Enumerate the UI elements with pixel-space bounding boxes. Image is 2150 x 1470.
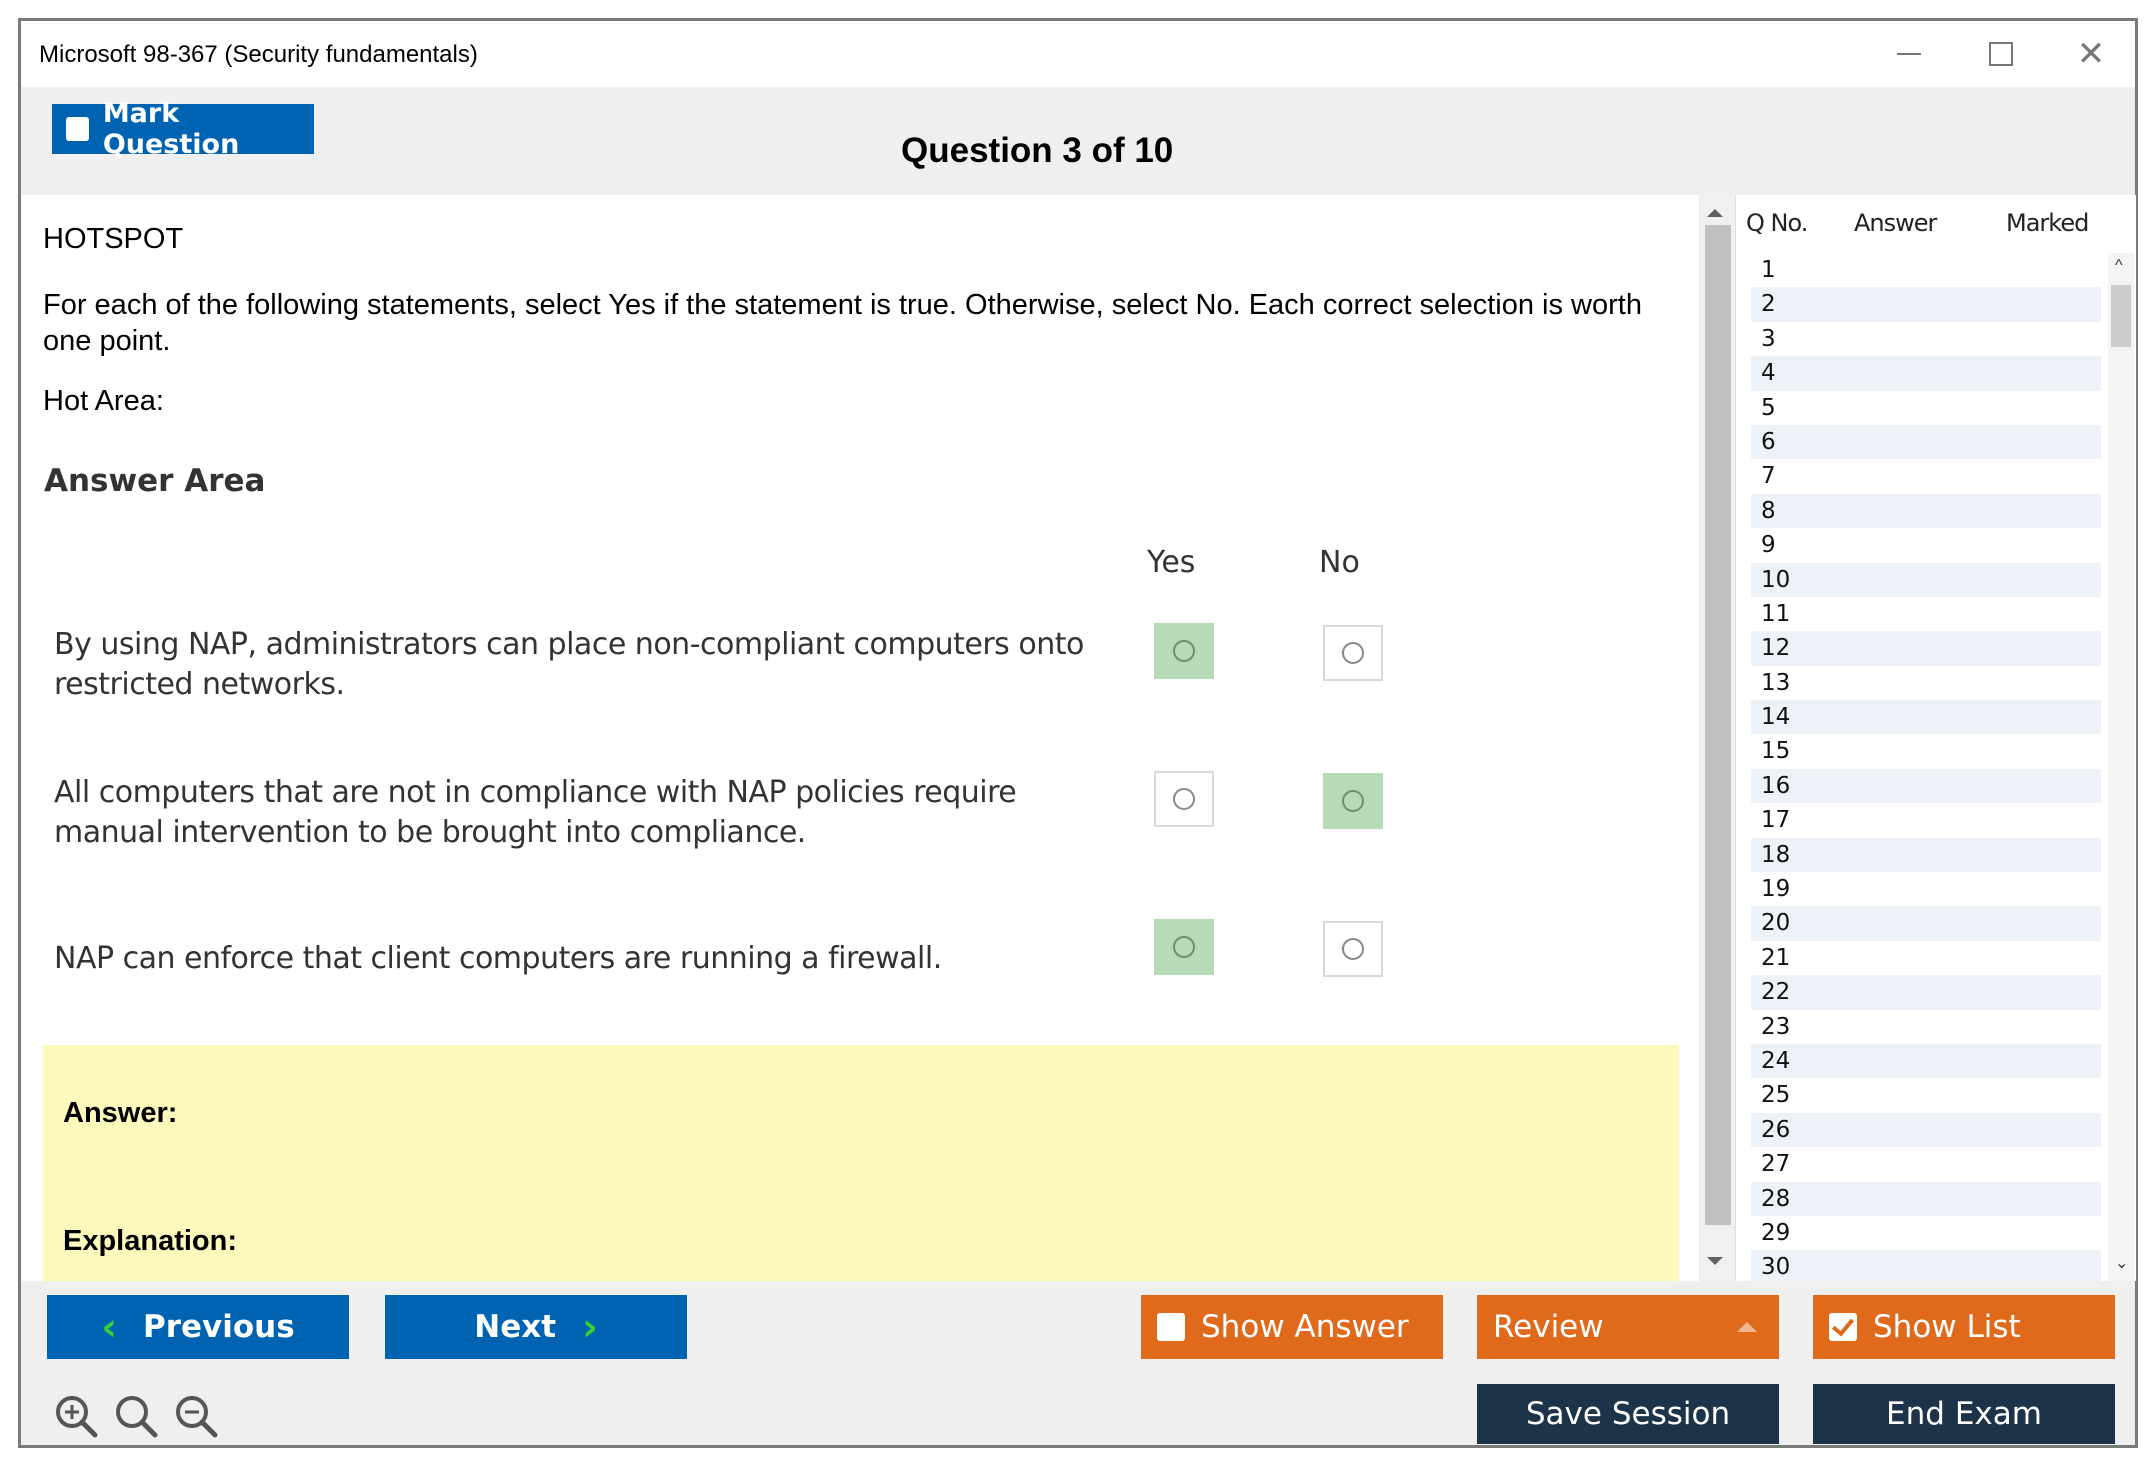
statement-2-yes-option[interactable] bbox=[1154, 771, 1214, 827]
chevron-up-icon[interactable]: ^ bbox=[2115, 257, 2123, 274]
explanation-label: Explanation: bbox=[63, 1225, 238, 1257]
chevron-left-icon: ‹ bbox=[101, 1305, 117, 1349]
question-list-row[interactable]: 26 bbox=[1751, 1113, 2101, 1147]
scrollbar-thumb[interactable] bbox=[1705, 225, 1731, 1225]
question-counter: Question 3 of 10 bbox=[901, 131, 1174, 170]
no-column-label: No bbox=[1319, 545, 1360, 580]
review-label: Review bbox=[1493, 1309, 1604, 1345]
mark-question-button[interactable] bbox=[52, 98, 314, 160]
show-list-button[interactable] bbox=[1813, 1295, 2115, 1359]
statement-1-no-option[interactable] bbox=[1323, 625, 1383, 681]
question-list-row[interactable]: 5 bbox=[1761, 394, 1776, 421]
question-list-row[interactable]: 2 bbox=[1751, 287, 2101, 321]
question-list-row[interactable]: 21 bbox=[1761, 944, 1791, 971]
question-type: HOTSPOT bbox=[43, 223, 184, 255]
show-list-label: Show List bbox=[1873, 1309, 2021, 1345]
show-answer-label: Show Answer bbox=[1201, 1309, 1409, 1345]
question-list-row[interactable]: 22 bbox=[1751, 975, 2101, 1009]
question-list-row[interactable]: 19 bbox=[1761, 876, 1791, 903]
question-list-row[interactable]: 7 bbox=[1761, 463, 1776, 490]
statement-1-yes-option[interactable] bbox=[1154, 623, 1214, 679]
checked-checkbox-icon bbox=[1829, 1313, 1857, 1341]
question-list-row[interactable]: 6 bbox=[1751, 425, 2101, 459]
question-list-row[interactable]: 30 bbox=[1751, 1250, 2101, 1284]
scroll-up-icon[interactable] bbox=[1707, 209, 1723, 217]
question-list-row[interactable]: 29 bbox=[1761, 1219, 1791, 1246]
qno-column-header: Q No. bbox=[1746, 209, 1808, 237]
statement-2-no-option[interactable] bbox=[1323, 773, 1383, 829]
answer-area-title: Answer Area bbox=[44, 463, 266, 499]
question-list-row[interactable]: 18 bbox=[1751, 838, 2101, 872]
previous-label: Previous bbox=[142, 1309, 295, 1345]
maximize-button[interactable] bbox=[1971, 29, 2031, 79]
question-list-row[interactable]: 10 bbox=[1751, 563, 2101, 597]
radio-icon bbox=[1342, 938, 1364, 960]
question-list-row[interactable]: 8 bbox=[1751, 494, 2101, 528]
radio-icon bbox=[1173, 788, 1195, 810]
end-exam-label: End Exam bbox=[1886, 1396, 2042, 1432]
question-list-row[interactable]: 25 bbox=[1761, 1082, 1791, 1109]
statement-3: NAP can enforce that client computers are running a firewall. bbox=[54, 941, 942, 976]
radio-icon bbox=[1342, 642, 1364, 664]
title-bar bbox=[21, 21, 2135, 87]
zoom-reset-icon[interactable] bbox=[113, 1393, 159, 1439]
question-list-row[interactable]: 4 bbox=[1751, 356, 2101, 390]
content-scrollbar[interactable] bbox=[1699, 195, 1735, 1281]
window-title: Microsoft 98-367 (Security fundamentals) bbox=[39, 41, 478, 68]
question-header bbox=[21, 87, 2135, 195]
question-list bbox=[1751, 253, 2101, 1285]
question-list-row[interactable]: 14 bbox=[1751, 700, 2101, 734]
list-scrollbar[interactable] bbox=[2108, 253, 2134, 1281]
review-dropdown[interactable] bbox=[1477, 1295, 1779, 1359]
mark-question-label: Mark Question bbox=[102, 98, 240, 160]
minimize-icon bbox=[1897, 53, 1921, 55]
close-icon: ✕ bbox=[2076, 35, 2106, 73]
statement-1: By using NAP, administrators can place non-compliant computers onto restricted networks. bbox=[54, 627, 1084, 702]
question-list-row[interactable]: 23 bbox=[1761, 1013, 1791, 1040]
question-content bbox=[21, 195, 1699, 1281]
next-label: Next bbox=[474, 1309, 557, 1345]
radio-icon bbox=[1342, 790, 1364, 812]
radio-icon bbox=[1173, 936, 1195, 958]
statement-3-yes-option[interactable] bbox=[1154, 919, 1214, 975]
answer-label: Answer: bbox=[63, 1097, 178, 1129]
answer-explanation-box bbox=[43, 1045, 1679, 1281]
question-list-row[interactable]: 16 bbox=[1751, 769, 2101, 803]
question-list-row[interactable]: 11 bbox=[1761, 600, 1791, 627]
checkbox-icon bbox=[1157, 1313, 1185, 1341]
exam-window bbox=[18, 18, 2138, 1448]
caret-up-icon bbox=[1737, 1322, 1757, 1332]
save-session-label: Save Session bbox=[1525, 1396, 1731, 1432]
question-list-panel bbox=[1735, 195, 2136, 1281]
show-answer-button[interactable] bbox=[1141, 1295, 1443, 1359]
question-list-row[interactable]: 9 bbox=[1761, 532, 1776, 559]
minimize-button[interactable] bbox=[1879, 29, 1939, 79]
chevron-down-icon[interactable]: ⌄ bbox=[2115, 1255, 2129, 1272]
list-scrollbar-thumb[interactable] bbox=[2111, 285, 2131, 347]
question-list-row[interactable]: 15 bbox=[1761, 738, 1791, 765]
scroll-down-icon[interactable] bbox=[1707, 1257, 1723, 1265]
question-list-row[interactable]: 27 bbox=[1761, 1151, 1791, 1178]
answer-column-header: Answer bbox=[1854, 209, 1937, 237]
question-list-row[interactable]: 12 bbox=[1751, 631, 2101, 665]
statement-3-no-option[interactable] bbox=[1323, 921, 1383, 977]
radio-icon bbox=[1173, 640, 1195, 662]
question-instructions: For each of the following statements, select Yes if the statement is true. Otherwise, select No. Each correct selection is worth one point. bbox=[43, 289, 1642, 357]
statement-2: All computers that are not in compliance with NAP policies require manual intervention to be brought into compliance. bbox=[54, 775, 1017, 850]
question-list-row[interactable]: 3 bbox=[1761, 325, 1776, 352]
question-list-row[interactable]: 28 bbox=[1751, 1182, 2101, 1216]
marked-column-header: Marked bbox=[2006, 209, 2089, 237]
question-list-row[interactable]: 20 bbox=[1751, 906, 2101, 940]
question-list-row[interactable]: 13 bbox=[1761, 669, 1791, 696]
question-list-row[interactable]: 17 bbox=[1761, 807, 1791, 834]
close-button[interactable] bbox=[2061, 29, 2121, 79]
zoom-out-icon[interactable] bbox=[173, 1393, 219, 1439]
question-list-row[interactable]: 24 bbox=[1751, 1044, 2101, 1078]
save-session-button[interactable] bbox=[1477, 1384, 1779, 1444]
checkbox-icon bbox=[66, 117, 89, 141]
next-button[interactable] bbox=[385, 1295, 687, 1359]
question-list-row[interactable]: 1 bbox=[1761, 257, 1776, 283]
hot-area-label: Hot Area: bbox=[43, 385, 164, 417]
yes-column-label: Yes bbox=[1147, 545, 1196, 580]
previous-button[interactable] bbox=[47, 1295, 349, 1359]
maximize-icon bbox=[1989, 42, 2013, 66]
footer-toolbar bbox=[21, 1281, 2135, 1445]
chevron-right-icon: › bbox=[582, 1305, 598, 1349]
end-exam-button[interactable] bbox=[1813, 1384, 2115, 1444]
zoom-in-icon[interactable] bbox=[53, 1393, 99, 1439]
